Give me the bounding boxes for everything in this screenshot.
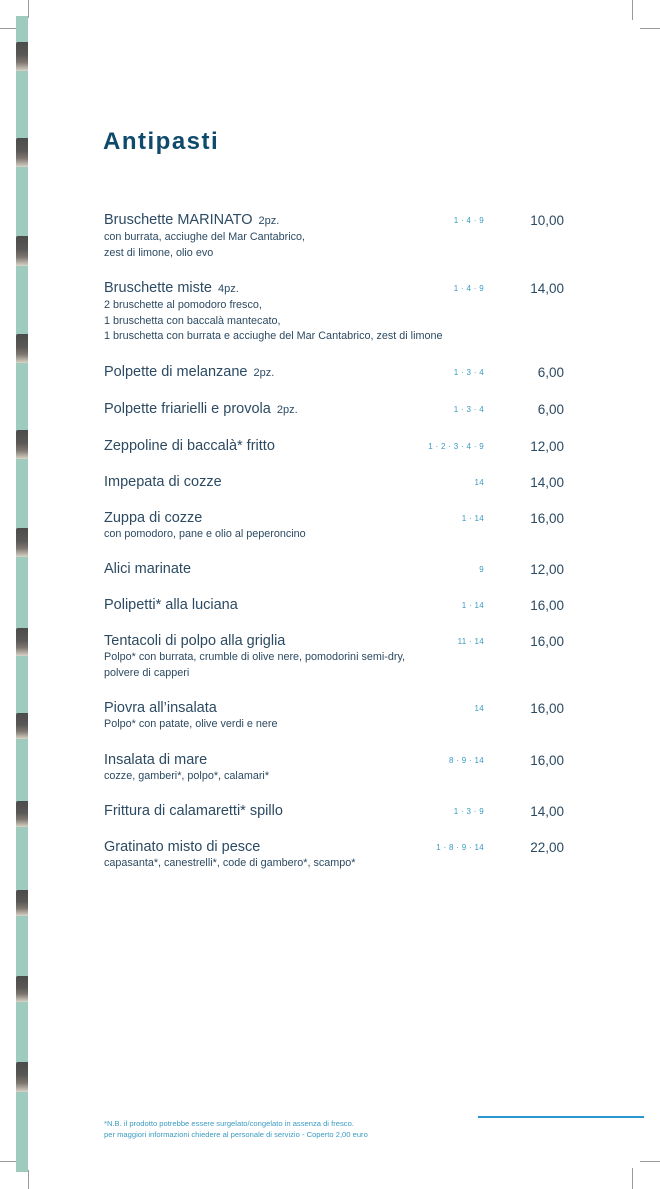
dish-quantity: 4pz. <box>218 283 239 295</box>
menu-list <box>104 212 574 891</box>
allergen-codes: 1 · 14 <box>461 513 484 523</box>
crop-mark <box>640 1161 660 1162</box>
dish-description: cozze, gamberi*, polpo*, calamari* <box>104 769 270 782</box>
dish-price: 16,00 <box>530 598 564 613</box>
dish-quantity: 2pz. <box>253 366 275 379</box>
dish-quantity: 2pz. <box>258 215 280 227</box>
dish-description: 1 bruschetta con burrata e acciughe del Mar Cantabrico, zest di limone <box>104 330 443 342</box>
dish-name-row <box>104 401 574 419</box>
dish-name: Impepata di cozze <box>104 473 222 490</box>
dish-name: Zeppoline di baccalà* fritto <box>104 437 275 454</box>
dish-name-row <box>104 752 574 769</box>
allergen-codes: 1 · 4 · 9 <box>453 284 484 293</box>
dish-name-row <box>104 561 574 578</box>
dish-price: 12,00 <box>530 562 564 577</box>
dish-description: 1 bruschetta con baccalà mantecato, <box>104 314 281 327</box>
menu-item <box>104 633 574 681</box>
dish-name-row <box>104 803 574 820</box>
dish-description: Polpo* con patate, olive verdi e nere <box>104 718 278 730</box>
dish-name: Frittura di calamaretti* spillo <box>104 803 283 819</box>
allergen-codes: 1 · 8 · 9 · 14 <box>436 843 484 852</box>
allergen-codes: 9 <box>479 565 484 574</box>
menu-item <box>104 474 574 491</box>
dish-name-row <box>104 474 574 491</box>
menu-item <box>104 597 574 614</box>
dish-price: 12,00 <box>530 438 564 454</box>
menu-item <box>104 700 574 733</box>
dish-price: 16,00 <box>530 752 564 768</box>
footnote-line-2: per maggiori informazioni chiedere al personale di servizio - Coperto 2,00 euro <box>104 1130 368 1139</box>
dish-price: 16,00 <box>530 510 564 526</box>
menu-item <box>104 803 574 820</box>
crop-mark <box>632 1168 633 1189</box>
dish-description: Polpo* con burrata, crumble di olive nere, pomodorini semi-dry, <box>104 651 406 663</box>
dish-name-row <box>104 438 574 455</box>
dish-price: 22,00 <box>530 840 564 855</box>
allergen-codes: 11 · 14 <box>457 637 484 646</box>
dish-name: Bruschette miste <box>104 280 212 296</box>
decorative-side-strip <box>16 16 28 1172</box>
dish-description: polvere di capperi <box>104 666 190 679</box>
menu-item <box>104 561 574 578</box>
dish-name-row <box>104 597 574 614</box>
allergen-codes: 1 · 14 <box>461 601 484 610</box>
dish-name-row <box>104 212 574 230</box>
menu-item <box>104 280 574 345</box>
allergen-codes: 1 · 2 · 3 · 4 · 9 <box>428 441 484 451</box>
dish-price: 6,00 <box>537 401 564 417</box>
dish-name: Alici marinate <box>104 561 192 577</box>
dish-name: Insalata di mare <box>104 751 208 768</box>
dish-name: Zuppa di cozze <box>104 509 203 526</box>
dish-description: capasanta*, canestrelli*, code di gambero*, scampo* <box>104 857 356 869</box>
menu-item <box>104 212 574 261</box>
dish-name: Tentacoli di polpo alla griglia <box>104 633 286 649</box>
dish-name-row <box>104 364 574 382</box>
dish-price: 6,00 <box>537 364 564 380</box>
crop-mark <box>28 1170 29 1189</box>
menu-item <box>104 839 574 872</box>
dish-name: Bruschette MARINATO <box>104 212 253 228</box>
footnote-line-1: *N.B. il prodotto potrebbe essere surgelato/congelato in assenza di fresco. <box>104 1119 354 1128</box>
dish-price: 14,00 <box>530 804 564 819</box>
dish-name: Polpette friarielli e provola <box>104 400 271 417</box>
footnote <box>104 1118 368 1140</box>
allergen-codes: 14 <box>474 704 484 713</box>
allergen-codes: 1 · 3 · 4 <box>453 367 484 377</box>
dish-name-row <box>104 510 574 527</box>
dish-description: 2 bruschette al pomodoro fresco, <box>104 299 262 311</box>
crop-mark <box>28 0 29 18</box>
dish-price: 16,00 <box>530 634 564 649</box>
menu-item <box>104 438 574 455</box>
dish-description: zest di limone, olio evo <box>104 246 214 259</box>
menu-item <box>104 364 574 382</box>
crop-mark <box>640 28 660 29</box>
dish-description: con burrata, acciughe del Mar Cantabrico, <box>104 231 306 243</box>
dish-price: 14,00 <box>530 474 564 490</box>
dish-name-row <box>104 839 574 856</box>
allergen-codes: 1 · 3 · 9 <box>453 807 484 816</box>
dish-name-row <box>104 633 574 650</box>
crop-mark <box>632 0 633 20</box>
dish-price: 10,00 <box>530 213 564 228</box>
allergen-codes: 14 <box>474 477 484 487</box>
dish-quantity: 2pz. <box>276 403 298 416</box>
dish-price: 14,00 <box>530 281 564 296</box>
menu-item <box>104 401 574 419</box>
footer-divider <box>478 1116 644 1118</box>
menu-item <box>104 510 574 543</box>
dish-description: con pomodoro, pane e olio al peperoncino <box>104 527 306 540</box>
menu-item <box>104 752 574 785</box>
dish-name-row <box>104 700 574 717</box>
dish-name-row <box>104 280 574 298</box>
allergen-codes: 1 · 3 · 4 <box>453 404 484 414</box>
dish-name: Gratinato misto di pesce <box>104 839 261 855</box>
dish-name: Polpette di melanzane <box>104 363 248 380</box>
allergen-codes: 8 · 9 · 14 <box>448 755 484 765</box>
dish-name: Piovra all’insalata <box>104 700 217 716</box>
dish-name: Polipetti* alla luciana <box>104 597 238 613</box>
allergen-codes: 1 · 4 · 9 <box>453 216 484 225</box>
dish-price: 16,00 <box>530 701 564 716</box>
page-title: Antipasti <box>103 128 220 155</box>
